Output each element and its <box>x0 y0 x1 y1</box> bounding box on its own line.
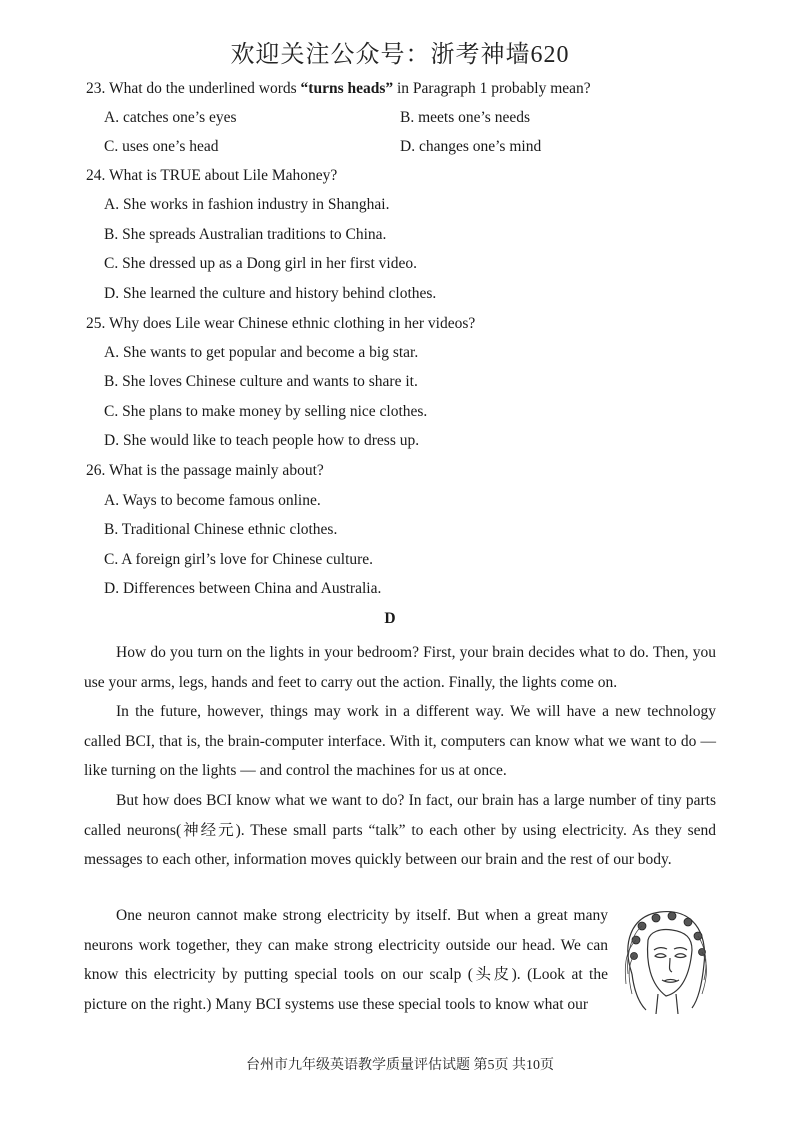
passage-paragraph-4: One neuron cannot make strong electricity by itself. But when a great many neurons work together, they can make strong electricity outside our head. We can know this electricity by putting special tools on our scalp (头皮). (Look at the picture on the right.) Many BCI systems use these special tools to know what our <box>84 907 608 1013</box>
question-23-stem <box>86 80 591 98</box>
passage-paragraph-1: How do you turn on the lights in your bedroom? First, your brain decides what to do. Then, you use your arms, legs, hands and feet to carry out the action. Finally, the lights come on. <box>84 644 716 691</box>
question-23-option-d: D. changes one’s mind <box>400 138 542 155</box>
question-23-stem-suffix: in Paragraph 1 probably mean? <box>393 80 591 97</box>
page-header: 欢迎关注公众号：浙考神墙620 <box>230 42 570 68</box>
question-25-stem: 25. Why does Lile wear Chinese ethnic clothing in her videos? <box>86 315 476 332</box>
question-23-option-b: B. meets one’s needs <box>400 109 531 126</box>
question-23-option-c: C. uses one’s head <box>104 138 219 155</box>
question-25-option-d: D. She would like to teach people how to dress up. <box>104 432 420 449</box>
question-24-option-d: D. She learned the culture and history behind clothes. <box>104 285 437 302</box>
question-24-stem: 24. What is TRUE about Lile Mahoney? <box>86 167 338 184</box>
section-title-d: D <box>384 610 396 627</box>
question-25-option-c: C. She plans to make money by selling nice clothes. <box>104 403 428 420</box>
question-23-stem-prefix: 23. What do the underlined words <box>86 80 301 97</box>
question-24-option-a: A. She works in fashion industry in Shanghai. <box>104 196 390 213</box>
bci-girl-illustration <box>612 904 716 1016</box>
question-24-option-b: B. She spreads Australian traditions to China. <box>104 226 387 243</box>
question-23-option-a: A. catches one’s eyes <box>104 109 237 126</box>
question-26-option-b: B. Traditional Chinese ethnic clothes. <box>104 521 338 538</box>
question-23-underlined-words: “turns heads” <box>300 80 394 97</box>
question-25-option-b: B. She loves Chinese culture and wants to share it. <box>104 373 418 390</box>
question-25-option-a: A. She wants to get popular and become a big star. <box>104 344 419 361</box>
question-24-option-c: C. She dressed up as a Dong girl in her first video. <box>104 255 417 272</box>
passage-paragraph-2: In the future, however, things may work in a different way. We will have a new technology called BCI, that is, the brain-computer interface. With it, computers can know what we want to do — like turning on the lights — and control the machines for us at once. <box>84 703 716 779</box>
question-26-option-c: C. A foreign girl’s love for Chinese culture. <box>104 551 374 568</box>
question-26-stem: 26. What is the passage mainly about? <box>86 462 324 479</box>
passage-paragraph-3: But how does BCI know what we want to do? In fact, our brain has a large number of tiny parts called neurons(神经元). These small parts “talk” to each other by using electricity. As they send messages to each other, information moves quickly between our brain and the rest of our body. <box>84 792 716 868</box>
question-26-option-a: A. Ways to become famous online. <box>104 492 321 509</box>
question-26-option-d: D. Differences between China and Australia. <box>104 580 382 597</box>
page-footer: 台州市九年级英语教学质量评估试题 第5页 共10页 <box>246 1058 554 1073</box>
